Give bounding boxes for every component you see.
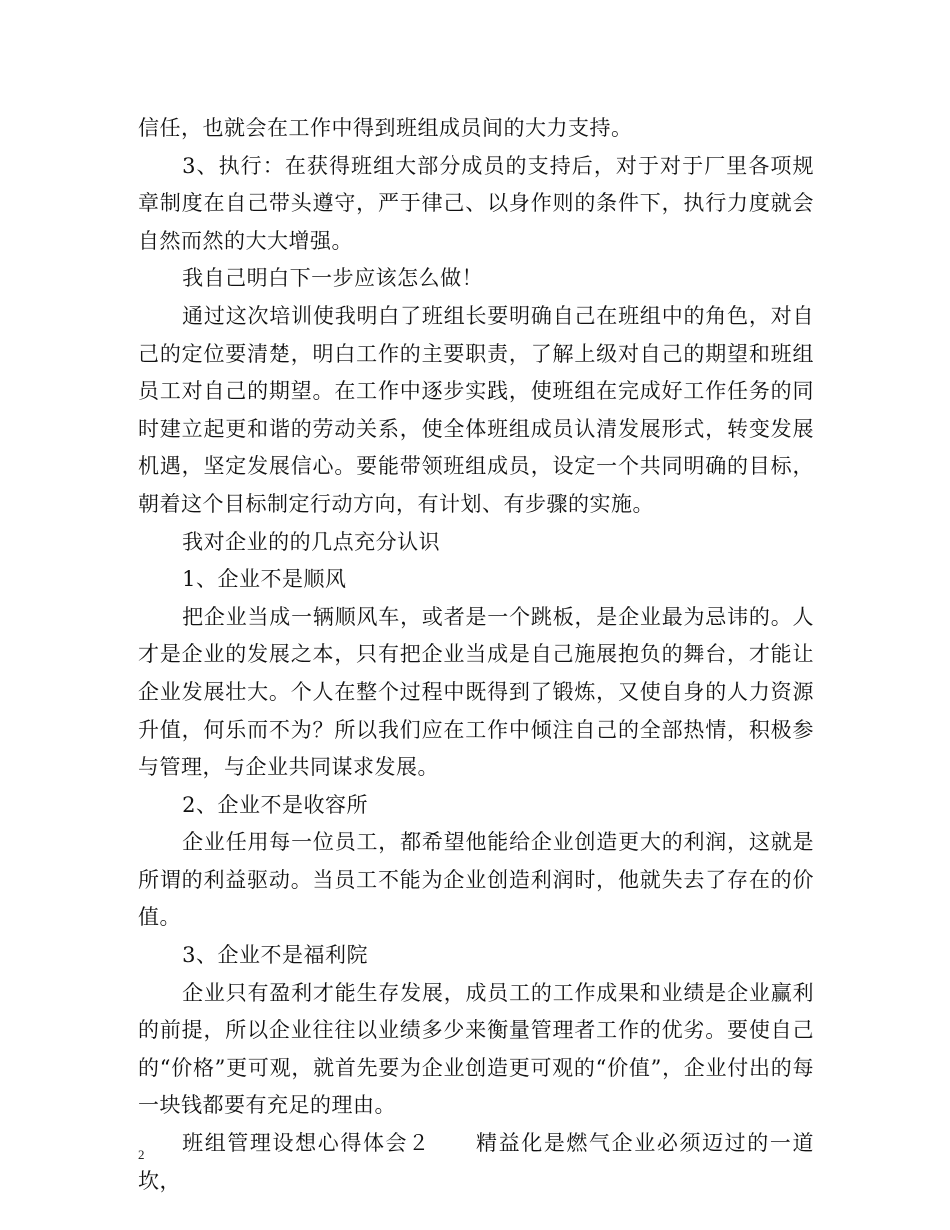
section-heading: 2、企业不是收容所 bbox=[182, 792, 368, 817]
page-number: 2 bbox=[138, 1147, 145, 1162]
paragraph: 我自己明白下一步应该怎么做！ bbox=[182, 266, 484, 291]
paragraph: 信任，也就会在工作中得到班组成员间的大力支持。 bbox=[138, 116, 633, 140]
paragraph: 3、执行：在获得班组大部分成员的支持后，对于对于厂里各项规章制度在自己带头遵守，严于律己、以身作则的条件下，执行力度就会自然而然的大大增强。 bbox=[138, 153, 814, 253]
paragraph: 通过这次培训使我明白了班组长要明确自己在班组中的角色，对自己的定位要清楚，明白工作的主要职责，了解上级对自己的期望和班组员工对自己的期望。在工作中逐步实践，使班组在完成好工作任务的同时建立起更和谐的劳动关系，使全体班组成员认清发展形式，转变发展机遇，坚定发展信心。要能带领班组成员，设定一个共同明确的目标，朝着这个目标制定行动方向，有计划、有步骤的实施。 bbox=[138, 303, 814, 516]
section-heading: 3、企业不是福利院 bbox=[182, 943, 368, 968]
paragraph: 把企业当成一辆顺风车，或者是一个跳板，是企业最为忌讳的。人才是企业的发展之本，只有把企业当成是自己施展抱负的舞台，才能让企业发展壮大。个人在整个过程中既得到了锻炼，又使自身的人力资源升值，何乐而不为？所以我们应在工作中倾注自己的全部热情，积极参与管理，与企业共同谋求发展。 bbox=[138, 604, 814, 780]
paragraph: 企业任用每一位员工，都希望他能给企业创造更大的利润，这就是所谓的利益驱动。当员工不能为企业创造利润时，他就失去了存在的价值。 bbox=[138, 830, 814, 930]
section-heading: 我对企业的的几点充分认识 bbox=[182, 529, 441, 554]
document-body bbox=[138, 110, 814, 1200]
paragraph: 企业只有盈利才能生存发展，成员工的工作成果和业绩是企业赢利的前提，所以企业往往以业绩多少来衡量管理者工作的优劣。要使自己的“价格”更可观，就首先要为企业创造更可观的“价值”，企业付出的每一块钱都要有充足的理由。 bbox=[138, 980, 814, 1118]
paragraph: 班组管理设想心得体会２ 精益化是燃气企业必须迈过的一道坎， bbox=[138, 1131, 814, 1193]
section-heading: 1、企业不是顺风 bbox=[182, 567, 347, 592]
